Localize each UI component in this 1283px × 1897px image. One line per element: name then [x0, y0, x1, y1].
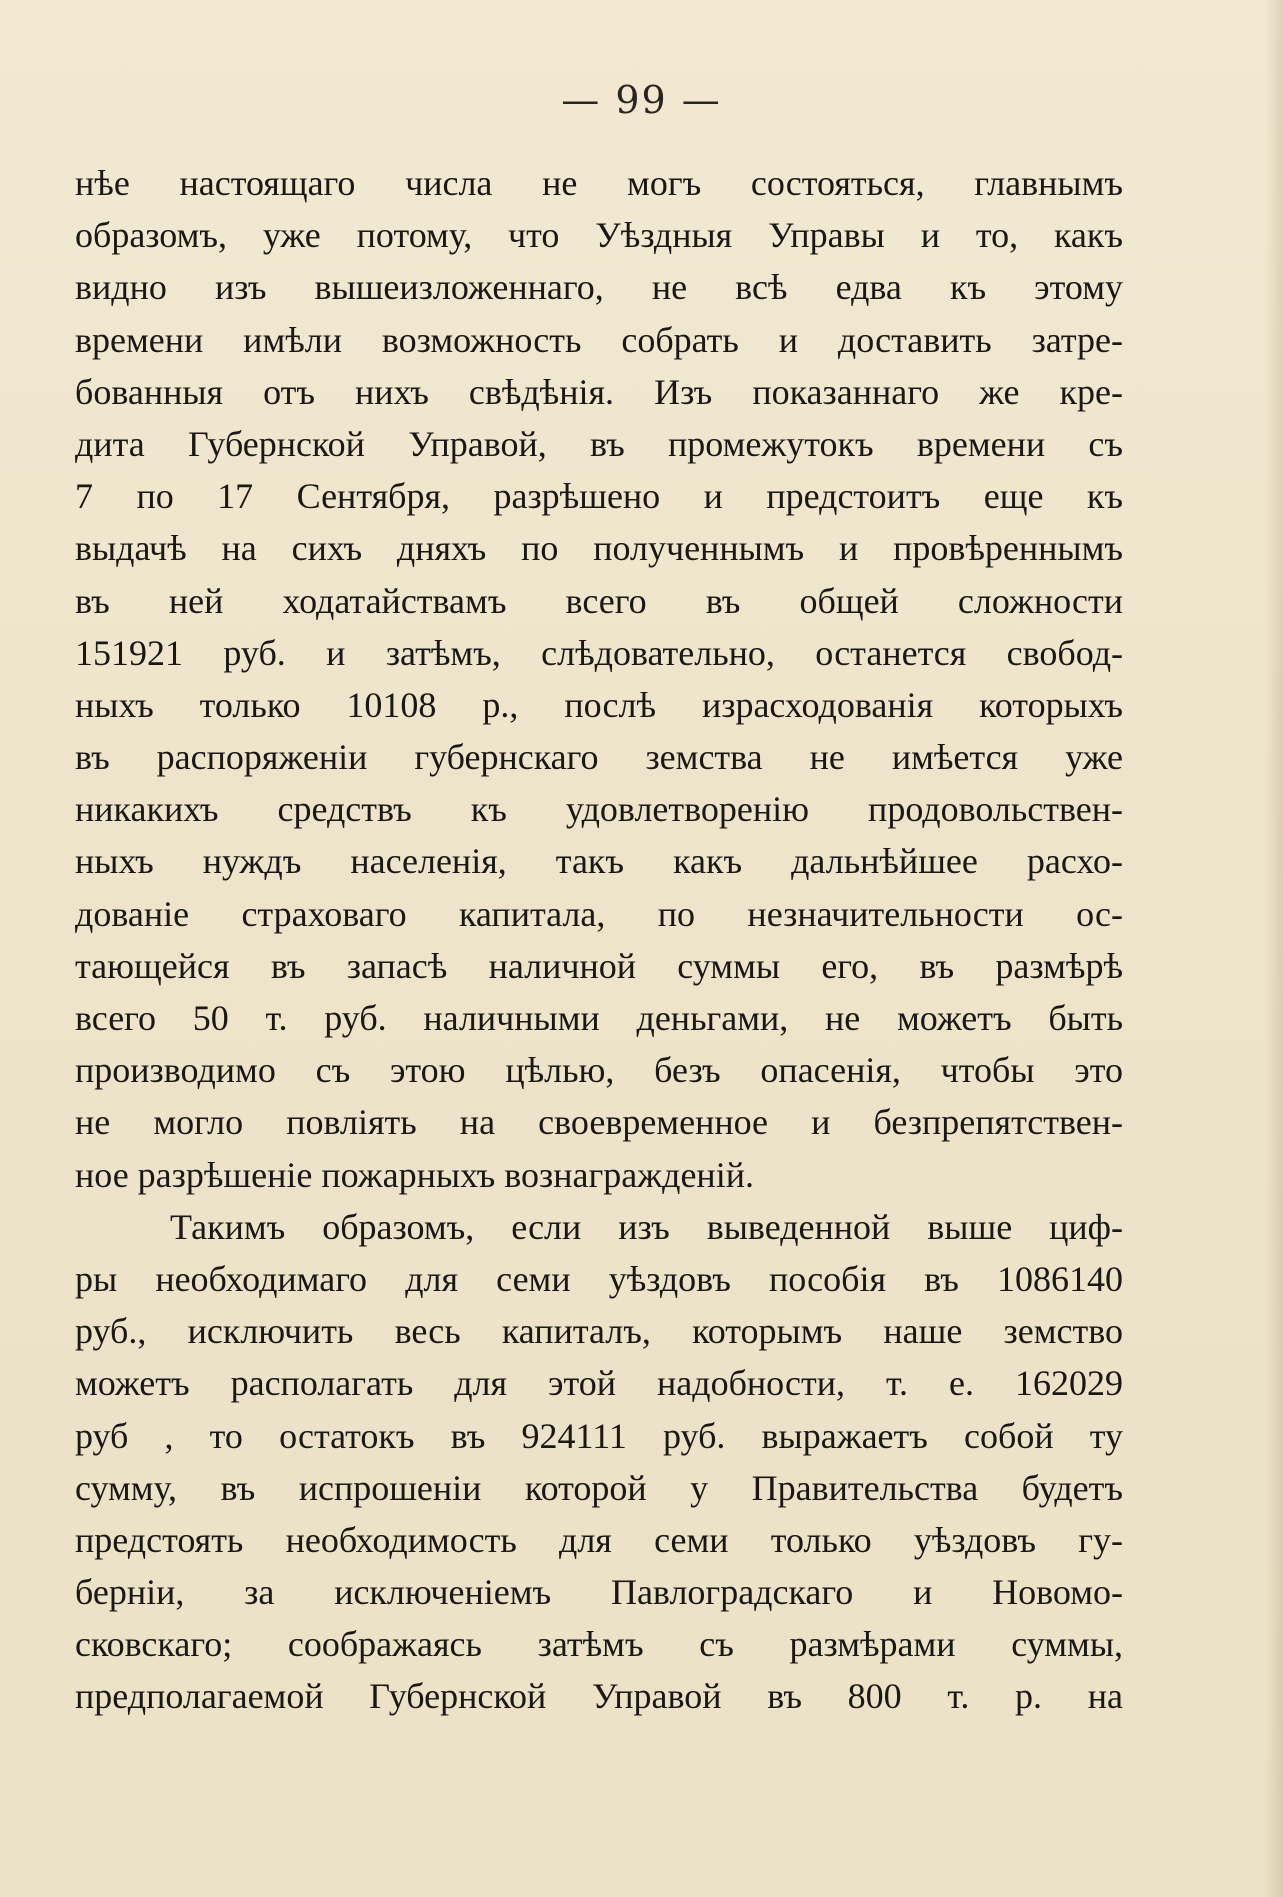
body-text [75, 157, 1123, 1723]
text-line: ры необходимаго для семи уѣздовъ пособія въ 1086140 [75, 1258, 1123, 1299]
text-line: производимо съ этою цѣлью, безъ опасенія, чтобы это [75, 1050, 1123, 1091]
text-line: берніи, за исключеніемъ Павлоградскаго и Новомо- [75, 1572, 1123, 1613]
text-line: можетъ располагать для этой надобности, т. е. 162029 [75, 1363, 1123, 1404]
page-number: — 99 — [561, 78, 722, 122]
text-line: 151921 руб. и затѣмъ, слѣдовательно, останется свобод- [75, 632, 1123, 673]
text-line: предполагаемой Губернской Управой въ 800 т. р. на [75, 1676, 1123, 1717]
text-line: ныхъ нуждъ населенія, такъ какъ дальнѣйшее расхо- [75, 841, 1123, 882]
text-line: нѣе настоящаго числа не могъ состояться, главнымъ [75, 163, 1123, 203]
text-line: не могло повліять на своевременное и безпрепятствен- [75, 1102, 1123, 1143]
paragraph-end-line: ное разрѣшеніе пожарныхъ вознагражденій. [75, 1154, 754, 1195]
text-line: образомъ, уже потому, что Уѣздныя Управы и то, какъ [75, 215, 1123, 256]
text-line: ныхъ только 10108 р., послѣ израсходованія которыхъ [75, 684, 1123, 725]
text-line: бованныя отъ нихъ свѣдѣнія. Изъ показаннаго же кре- [75, 371, 1123, 412]
text-line: времени имѣли возможность собрать и доставить затре- [75, 319, 1123, 360]
text-line: въ распоряженіи губернскаго земства не имѣется уже [75, 737, 1123, 778]
paragraph-start-line: Такимъ образомъ, если изъ выведенной выше циф- [170, 1206, 1123, 1247]
text-line: руб., исключить весь капиталъ, которымъ наше земство [75, 1311, 1123, 1352]
text-line: сумму, въ испрошеніи которой у Правительства будетъ [75, 1467, 1123, 1508]
text-line: руб , то остатокъ въ 924111 руб. выражаетъ собой ту [75, 1415, 1123, 1456]
text-line: видно изъ вышеизложеннаго, не всѣ едва къ этому [75, 267, 1123, 308]
text-line: сковскаго; соображаясь затѣмъ съ размѣрами суммы, [75, 1624, 1123, 1665]
text-line: выдачѣ на сихъ дняхъ по полученнымъ и провѣреннымъ [75, 528, 1123, 569]
text-line: тающейся въ запасѣ наличной суммы его, въ размѣрѣ [75, 945, 1123, 986]
text-line: никакихъ средствъ къ удовлетворенію продовольствен- [75, 789, 1123, 830]
text-line: дита Губернской Управой, въ промежутокъ времени съ [75, 423, 1123, 464]
text-line: 7 по 17 Сентября, разрѣшено и предстоитъ еще къ [75, 476, 1123, 517]
text-line: въ ней ходатайствамъ всего въ общей сложности [75, 580, 1123, 621]
text-line: дованіе страховаго капитала, по незначительности ос- [75, 893, 1123, 934]
text-line: предстоять необходимость для семи только уѣздовъ гу- [75, 1519, 1123, 1560]
text-line: всего 50 т. руб. наличными деньгами, не можетъ быть [75, 998, 1123, 1038]
